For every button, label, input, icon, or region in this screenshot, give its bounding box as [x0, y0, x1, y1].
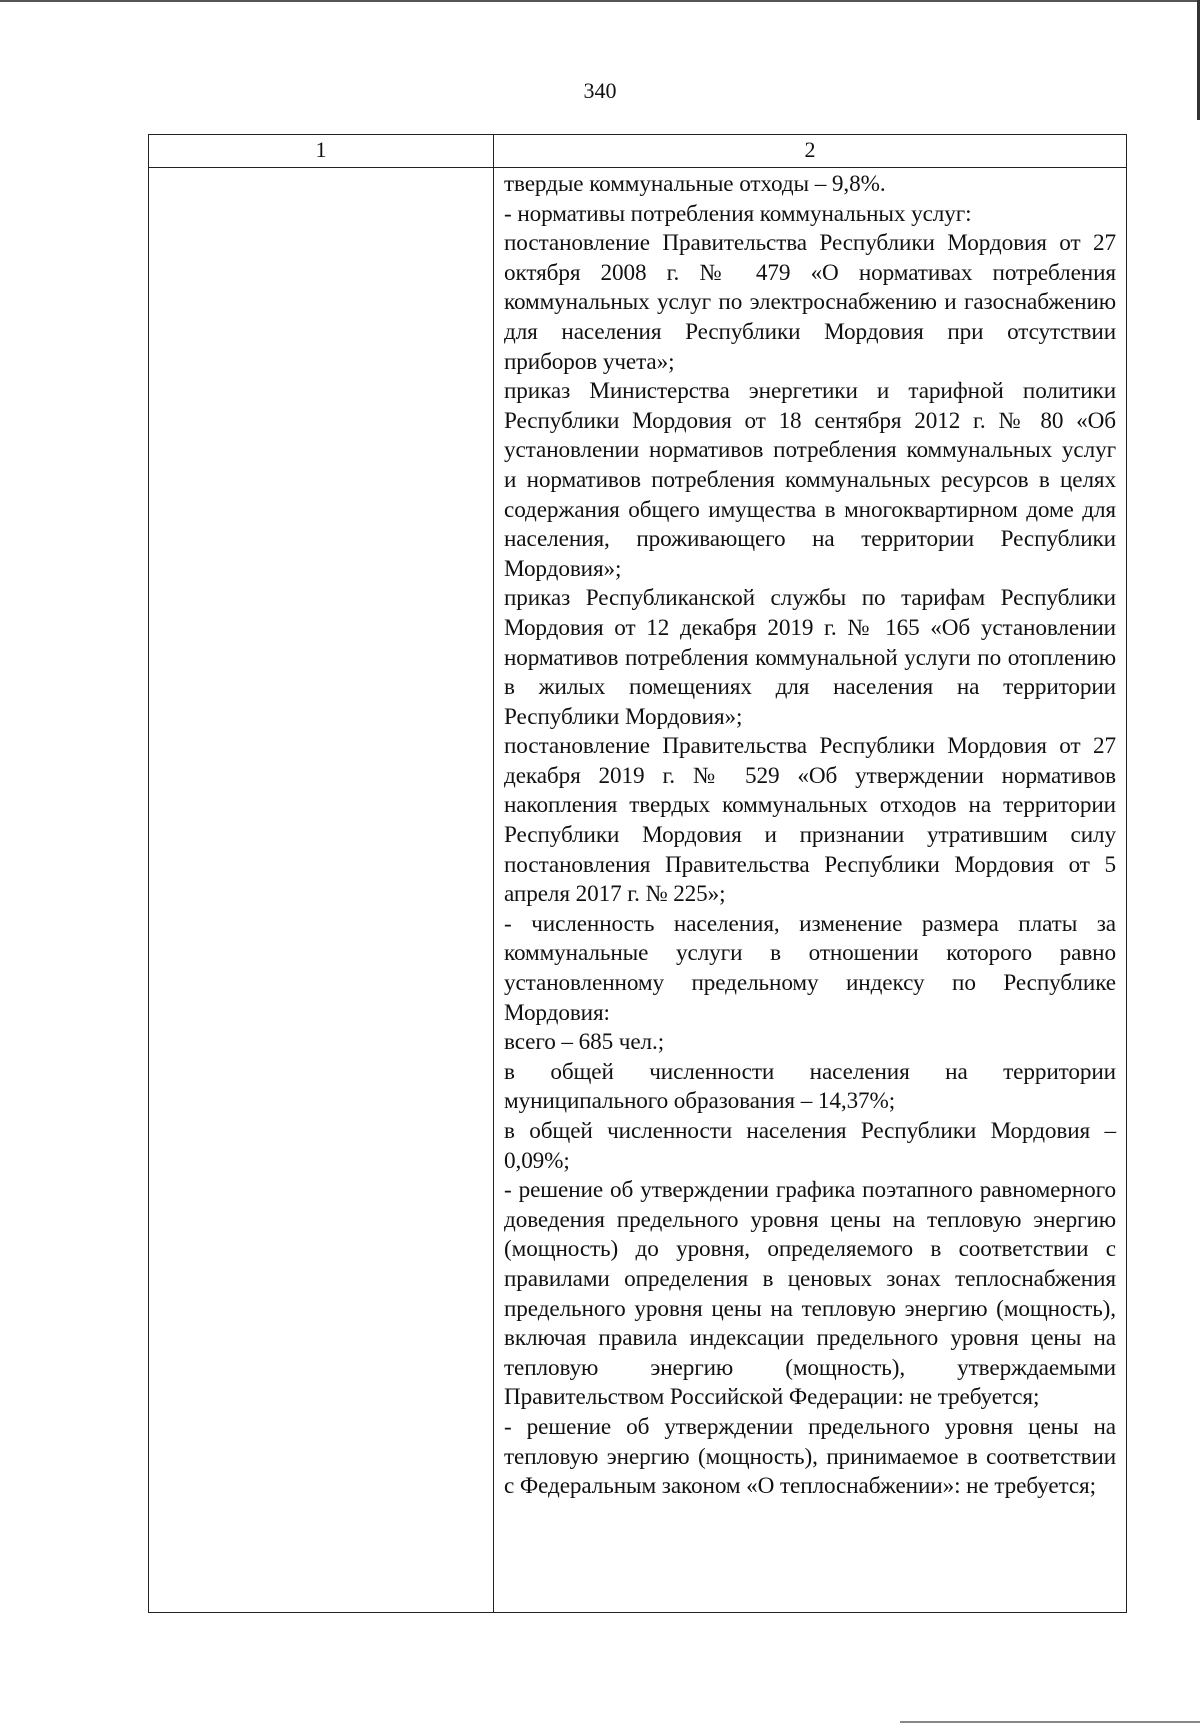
column-header-1: 1	[149, 135, 494, 168]
paragraph: в общей численности населения Республики Мордовия – 0,09%;	[504, 1118, 1116, 1174]
paragraph: - решение об утверждении предельного уровня цены на тепловую энергию (мощность), принимаемое в соответствии с Федеральным законом «О теплоснабжении»: не требуется;	[504, 1413, 1116, 1500]
paragraph: - нормативы потребления коммунальных услуг:	[504, 200, 972, 227]
paragraph: приказ Республиканской службы по тарифам Республики Мордовия от 12 декабря 2019 г. № 165 «Об установлении нормативов потребления коммунальной услуги по отоплению в жилых помещениях для населения на территории Республики Мордовия»;	[504, 585, 1116, 730]
paragraph: постановление Правительства Республики Мордовия от 27 декабря 2019 г. № 529 «Об утверждении нормативов накопления твердых коммунальных отходов на территории Республики Мордовия и признании утратившим силу постановления Правительства Республики Мордовия от 5 апреля 2017 г. № 225»;	[504, 733, 1116, 908]
table-row	[149, 168, 1127, 1613]
paragraph: в общей численности населения на территории муниципального образования – 14,37%;	[504, 1058, 1116, 1115]
paragraph: - решение об утверждении графика поэтапного равномерного доведения предельного уровня цены на тепловую энергию (мощность) до уровня, определяемого в соответствии с правилами определения в ценовых зонах теплоснабжения предельного уровня цены на тепловую энергию (мощность), включая правила индексации предельного уровня цены на тепловую энергию (мощность), утверждаемыми Правительством Российской Федерации: не требуется;	[504, 1177, 1116, 1411]
document-table	[148, 134, 1127, 1613]
table-header-row	[149, 135, 1127, 168]
table-cell-col2	[494, 168, 1127, 1613]
paragraph: постановление Правительства Республики Мордовия от 27 октября 2008 г. № 479 «О нормативах потребления коммунальных услуг по электроснабжению и газоснабжению для населения Республики Мордовия при отсутствии приборов учета»;	[504, 230, 1116, 375]
paragraph: приказ Министерства энергетики и тарифной политики Республики Мордовия от 18 сентября 2012 г. № 80 «Об установлении нормативов потребления коммунальных услуг и нормативов потребления коммунальных ресурсов в целях содержания общего имущества в многоквартирном доме для населения, проживающего на территории Республики Мордовия»;	[504, 378, 1116, 582]
page-number: 340	[583, 78, 617, 103]
table-cell-col1	[149, 168, 494, 1613]
column-header-2: 2	[494, 135, 1127, 168]
paragraph: всего – 685 чел.;	[504, 1029, 665, 1056]
scan-top-edge	[0, 0, 1200, 2]
paragraph: твердые коммунальные отходы – 9,8%.	[504, 171, 886, 197]
paragraph: - численность населения, изменение размера платы за коммунальные услуги в отношении которого равно установленному предельному индексу по Республике Мордовия:	[504, 910, 1116, 1026]
